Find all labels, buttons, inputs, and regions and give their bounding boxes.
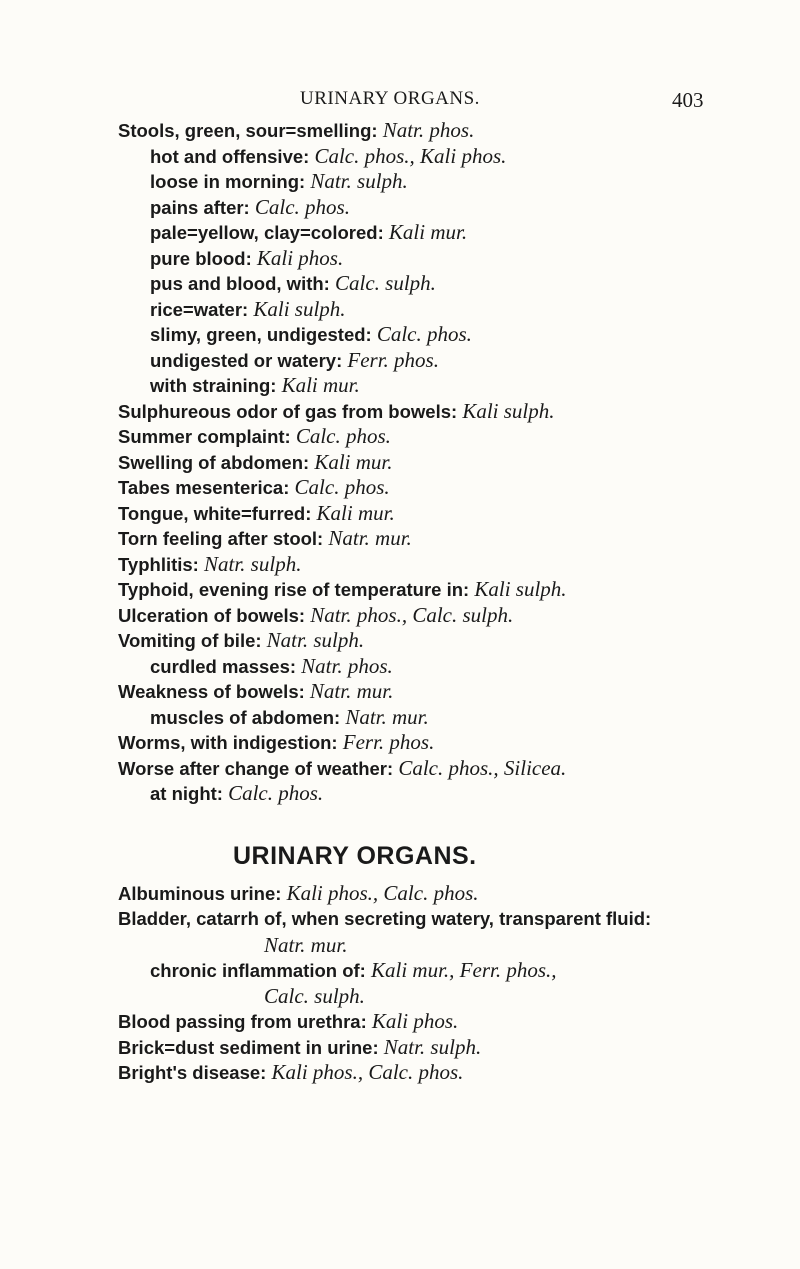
index-entry: [118, 881, 479, 906]
entry-remedy: Kali mur.: [281, 373, 360, 397]
entry-term: loose in morning:: [150, 171, 311, 192]
index-entry: [118, 1009, 458, 1034]
entry-remedy: Kali phos.: [256, 245, 344, 270]
page-number: 403: [672, 88, 704, 112]
entry-remedy: Kali mur.: [314, 449, 393, 474]
entry-term: chronic inflammation of:: [150, 960, 371, 981]
entry-remedy: Kali phos., Calc. phos.: [286, 881, 479, 905]
entry-term: muscles of abdomen:: [150, 706, 346, 728]
entry-remedy: Natr. sulph.: [383, 1035, 482, 1059]
entry-term: at night:: [150, 783, 229, 804]
index-entry: [118, 1035, 481, 1060]
index-entry: [150, 705, 429, 730]
index-entry: [150, 958, 557, 983]
index-entry: [150, 169, 408, 194]
entry-term: Summer complaint:: [118, 426, 296, 447]
entry-term: rice=water:: [150, 298, 254, 320]
index-entry: [118, 450, 393, 475]
entry-term: curdled masses:: [150, 655, 302, 677]
index-entry: [118, 756, 566, 781]
entry-remedy: Calc. phos.: [294, 475, 390, 499]
entry-term: undigested or watery:: [150, 349, 348, 371]
entry-term: Brick=dust sediment in urine:: [118, 1037, 384, 1058]
entry-remedy: Kali mur.: [388, 220, 468, 244]
entry-term: Typhoid, evening rise of temperature in:: [118, 579, 475, 600]
entry-remedy: Kali sulph.: [253, 296, 346, 321]
entry-remedy: Natr. mur.: [309, 679, 394, 703]
index-entry: [118, 907, 651, 931]
index-entry: [150, 246, 343, 271]
entry-remedy: Natr. sulph.: [204, 551, 302, 576]
index-entry: [150, 654, 393, 679]
entry-remedy: Natr. mur.: [328, 526, 412, 550]
entry-remedy: Calc. phos.: [254, 194, 350, 219]
entry-remedy: Natr. mur.: [345, 704, 429, 729]
index-entry: [118, 603, 513, 628]
entry-term: Torn feeling after stool:: [118, 528, 329, 549]
index-entry: [118, 399, 555, 424]
entry-remedy: Calc. phos., Kali phos.: [314, 143, 507, 168]
entry-term: hot and offensive:: [150, 145, 315, 167]
entry-term: Bright's disease:: [118, 1062, 272, 1083]
entry-term: slimy, green, undigested:: [150, 324, 377, 345]
index-entry: [150, 348, 439, 373]
entry-remedy: Calc. sulph.: [334, 271, 436, 295]
entry-remedy: Natr. sulph.: [310, 169, 408, 193]
entry-term: Tongue, white=furred:: [118, 502, 317, 524]
index-entry: [118, 118, 474, 143]
entry-remedy: Kali phos., Calc. phos.: [271, 1060, 464, 1084]
entry-term: Swelling of abdomen:: [118, 451, 315, 473]
index-entry: [150, 195, 350, 220]
index-entry: [118, 1060, 463, 1085]
index-entry: [118, 552, 301, 577]
entry-remedy: Ferr. phos.: [347, 347, 439, 372]
entry-remedy: Natr. phos., Calc. sulph.: [310, 602, 514, 627]
entry-remedy: Calc. phos.: [376, 322, 472, 346]
entry-term: pale=yellow, clay=colored:: [150, 222, 389, 243]
entry-remedy: Natr. phos.: [382, 118, 475, 142]
entry-term: Blood passing from urethra:: [118, 1011, 372, 1032]
index-entry: [150, 297, 346, 322]
index-entry: [150, 373, 360, 398]
entry-term: Albuminous urine:: [118, 883, 287, 904]
index-entry: [150, 322, 472, 347]
index-entry: [118, 424, 391, 449]
entry-term: pains after:: [150, 196, 255, 218]
index-entry: [150, 144, 506, 169]
index-entry: [150, 220, 467, 245]
entry-remedy: Calc. phos.: [295, 424, 391, 448]
index-entry: [118, 526, 412, 551]
entry-remedy: Calc. phos.: [228, 781, 324, 805]
index-entry: [264, 933, 347, 958]
index-entry: [150, 271, 436, 296]
entry-term: Weakness of bowels:: [118, 681, 310, 702]
entry-term: with straining:: [150, 375, 282, 396]
running-title: URINARY ORGANS.: [300, 88, 480, 109]
index-entry: [118, 679, 393, 704]
entry-remedy: Kali mur., Ferr. phos.,: [370, 958, 557, 982]
entry-remedy: Kali sulph.: [462, 398, 555, 423]
entry-remedy: Kali mur.: [316, 500, 395, 525]
index-entry: [118, 475, 390, 500]
entry-term: Worms, with indigestion:: [118, 732, 343, 753]
index-entry: [150, 781, 323, 806]
index-entry: [118, 628, 364, 653]
entry-term: Tabes mesenterica:: [118, 477, 295, 498]
entry-remedy: Natr. mur.: [264, 933, 348, 957]
entry-term: Worse after change of weather:: [118, 757, 399, 779]
entry-term: Sulphureous odor of gas from bowels:: [118, 400, 463, 422]
entry-term: Bladder, catarrh of, when secreting watery, transparent fluid:: [118, 908, 652, 929]
entry-remedy: Kali phos.: [371, 1009, 459, 1033]
index-entry: [118, 501, 395, 526]
index-entry: [264, 984, 365, 1009]
entry-term: pure blood:: [150, 247, 257, 269]
entry-remedy: Calc. phos., Silicea.: [398, 755, 567, 780]
entry-term: pus and blood, with:: [150, 273, 335, 294]
index-entry: [118, 577, 567, 602]
entry-term: Ulceration of bowels:: [118, 604, 311, 626]
entry-term: Vomiting of bile:: [118, 630, 267, 651]
entry-remedy: Kali sulph.: [474, 577, 567, 601]
entry-remedy: Ferr. phos.: [342, 730, 435, 754]
entry-remedy: Calc. sulph.: [264, 984, 365, 1008]
index-entry: [118, 730, 434, 755]
entry-remedy: Natr. sulph.: [266, 628, 365, 652]
entry-term: Typhlitis:: [118, 553, 204, 575]
entry-remedy: Natr. phos.: [301, 653, 393, 678]
section-heading: URINARY ORGANS.: [233, 842, 477, 870]
entry-term: Stools, green, sour=smelling:: [118, 120, 383, 141]
page-header: [0, 88, 800, 112]
